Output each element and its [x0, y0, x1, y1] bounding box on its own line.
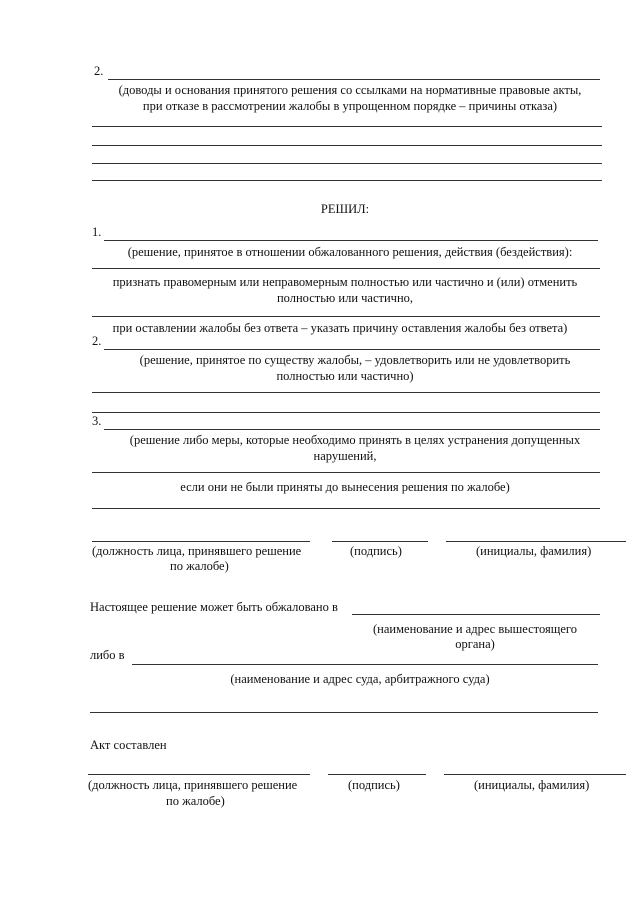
decision-3-note-line-3: если они не были приняты до вынесения решения по жалобе) — [180, 480, 510, 494]
appeal-court-note: (наименование и адрес суда, арбитражного суда) — [230, 672, 490, 686]
signature-2-name-label: (инициалы, фамилия) — [474, 778, 590, 792]
appeal-court-line[interactable] — [132, 664, 598, 665]
position-line[interactable] — [92, 541, 310, 542]
fill-line[interactable] — [92, 180, 602, 181]
signature-1-position-line-2: по жалобе) — [170, 559, 229, 573]
section-2-note-line-2: при отказе в рассмотрении жалобы в упрощенном порядке – причины отказа) — [142, 99, 558, 113]
signature-2-signature-label: (подпись) — [348, 778, 400, 792]
fill-line[interactable] — [92, 508, 600, 509]
signature-1-signature-label: (подпись) — [350, 544, 402, 558]
fill-line[interactable] — [92, 392, 600, 393]
decision-1-note-line-4: при оставлении жалобы без ответа – указать причину оставления жалобы без ответа) — [112, 321, 568, 335]
fill-line[interactable] — [92, 316, 600, 317]
signature-1-name-label: (инициалы, фамилия) — [476, 544, 592, 558]
fill-line[interactable] — [92, 472, 600, 473]
decision-2-note-line-2: полностью или частично) — [276, 369, 414, 383]
decision-1-note-line-3: полностью или частично, — [276, 291, 414, 305]
decision-3-note-line-2: нарушений, — [313, 449, 377, 463]
signature-line[interactable] — [328, 774, 426, 775]
fill-line[interactable] — [104, 240, 598, 241]
decision-heading: РЕШИЛ: — [320, 202, 370, 216]
fill-line[interactable] — [92, 268, 600, 269]
appeal-or-text: либо в — [90, 648, 125, 662]
signature-2-position-line-1: (должность лица, принявшего решение — [88, 778, 298, 792]
appeal-text: Настоящее решение может быть обжаловано в — [90, 600, 338, 614]
fill-line[interactable] — [92, 163, 602, 164]
appeal-body-note-2: органа) — [455, 637, 495, 651]
decision-1-note-line-1: (решение, принятое в отношении обжалованного решения, действия (бездействия): — [127, 245, 573, 259]
fill-line[interactable] — [108, 79, 600, 80]
fill-line[interactable] — [104, 429, 600, 430]
decision-3-note-line-1: (решение либо меры, которые необходимо принять в целях устранения допущенных — [129, 433, 581, 447]
act-text: Акт составлен — [90, 738, 167, 752]
fill-line[interactable] — [92, 126, 602, 127]
decision-1-note-line-2: признать правомерным или неправомерным полностью или частично и (или) отменить — [112, 275, 578, 289]
name-line[interactable] — [444, 774, 626, 775]
decision-2-note-line-1: (решение, принятое по существу жалобы, – удовлетворить или не удовлетворить — [139, 353, 571, 367]
decision-3-number: 3. — [92, 414, 102, 428]
fill-line[interactable] — [92, 145, 602, 146]
name-line[interactable] — [446, 541, 626, 542]
position-line[interactable] — [88, 774, 310, 775]
section-2-number: 2. — [94, 64, 104, 78]
signature-1-position-line-1: (должность лица, принявшего решение — [92, 544, 302, 558]
signature-2-position-line-2: по жалобе) — [166, 794, 225, 808]
fill-line[interactable] — [90, 712, 598, 713]
decision-2-number: 2. — [92, 334, 102, 348]
appeal-body-note-1: (наименование и адрес вышестоящего — [373, 622, 577, 636]
signature-line[interactable] — [332, 541, 428, 542]
fill-line[interactable] — [92, 412, 600, 413]
fill-line[interactable] — [104, 349, 600, 350]
appeal-body-line[interactable] — [352, 614, 600, 615]
section-2-note-line-1: (доводы и основания принятого решения со ссылками на нормативные правовые акты, — [118, 83, 582, 97]
decision-1-number: 1. — [92, 225, 102, 239]
